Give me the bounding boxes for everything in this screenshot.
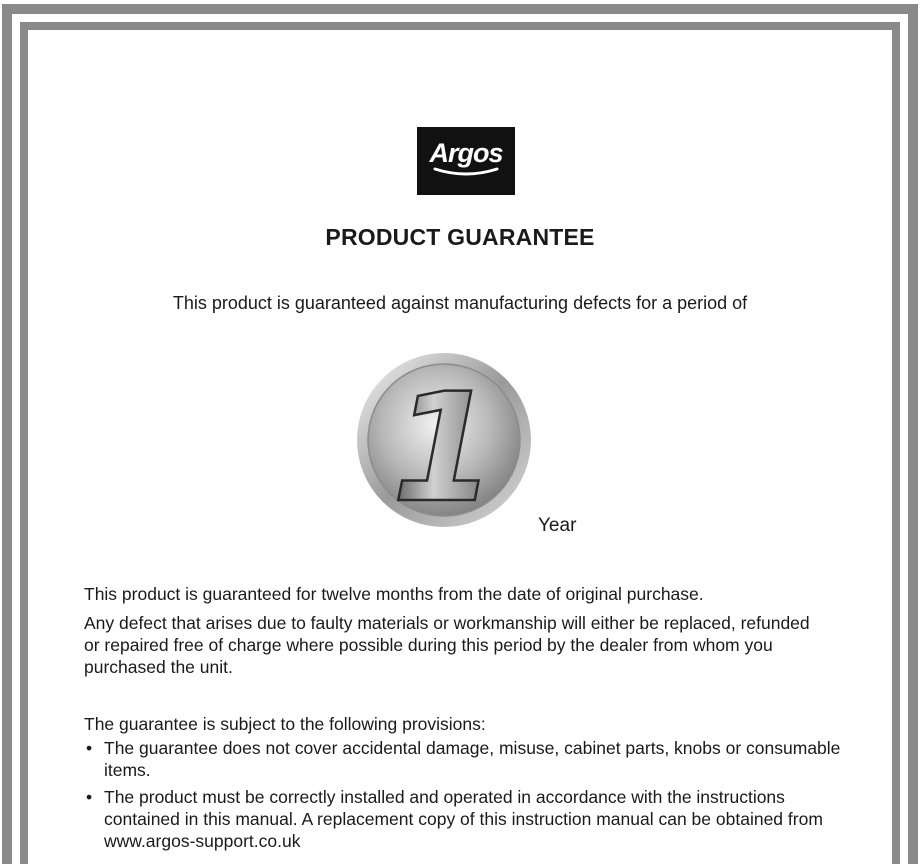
bullet-icon: • (86, 787, 93, 807)
bullet-icon: • (86, 738, 93, 758)
page-frame (2, 4, 918, 864)
list-item (84, 737, 854, 781)
inner-frame (20, 22, 900, 864)
guarantee-page (28, 30, 892, 864)
argos-logo (417, 127, 515, 195)
guarantee-period-text: This product is guaranteed for twelve months from the date of original purchase. (84, 584, 704, 604)
year-label: Year (538, 515, 577, 536)
defect-policy-text: Any defect that arises due to faulty materials or workmanship will either be replaced, refunded or repaired free of charge where possible during this period by the dealer from whom you purchased the unit. (84, 613, 810, 677)
frame-gap (12, 14, 908, 864)
bullet-text: The product must be correctly installed and operated in accordance with the instructions contained in this manual. A replacement copy of this instruction manual can be obtained from www.argos-support.co.uk (104, 787, 823, 851)
intro-text: This product is guaranteed against manufacturing defects for a period of (172, 293, 748, 313)
logo-swoosh-icon (431, 166, 501, 178)
list-item (84, 786, 854, 852)
one-year-badge-icon (354, 350, 534, 530)
page-title: PRODUCT GUARANTEE (325, 224, 595, 250)
provisions-heading: The guarantee is subject to the following provisions: (84, 714, 486, 734)
provisions-list (84, 737, 854, 857)
bullet-text: The guarantee does not cover accidental damage, misuse, cabinet parts, knobs or consumable items. (104, 738, 841, 780)
logo-text: Argos (429, 138, 503, 168)
badge-number: 1 (391, 362, 497, 530)
